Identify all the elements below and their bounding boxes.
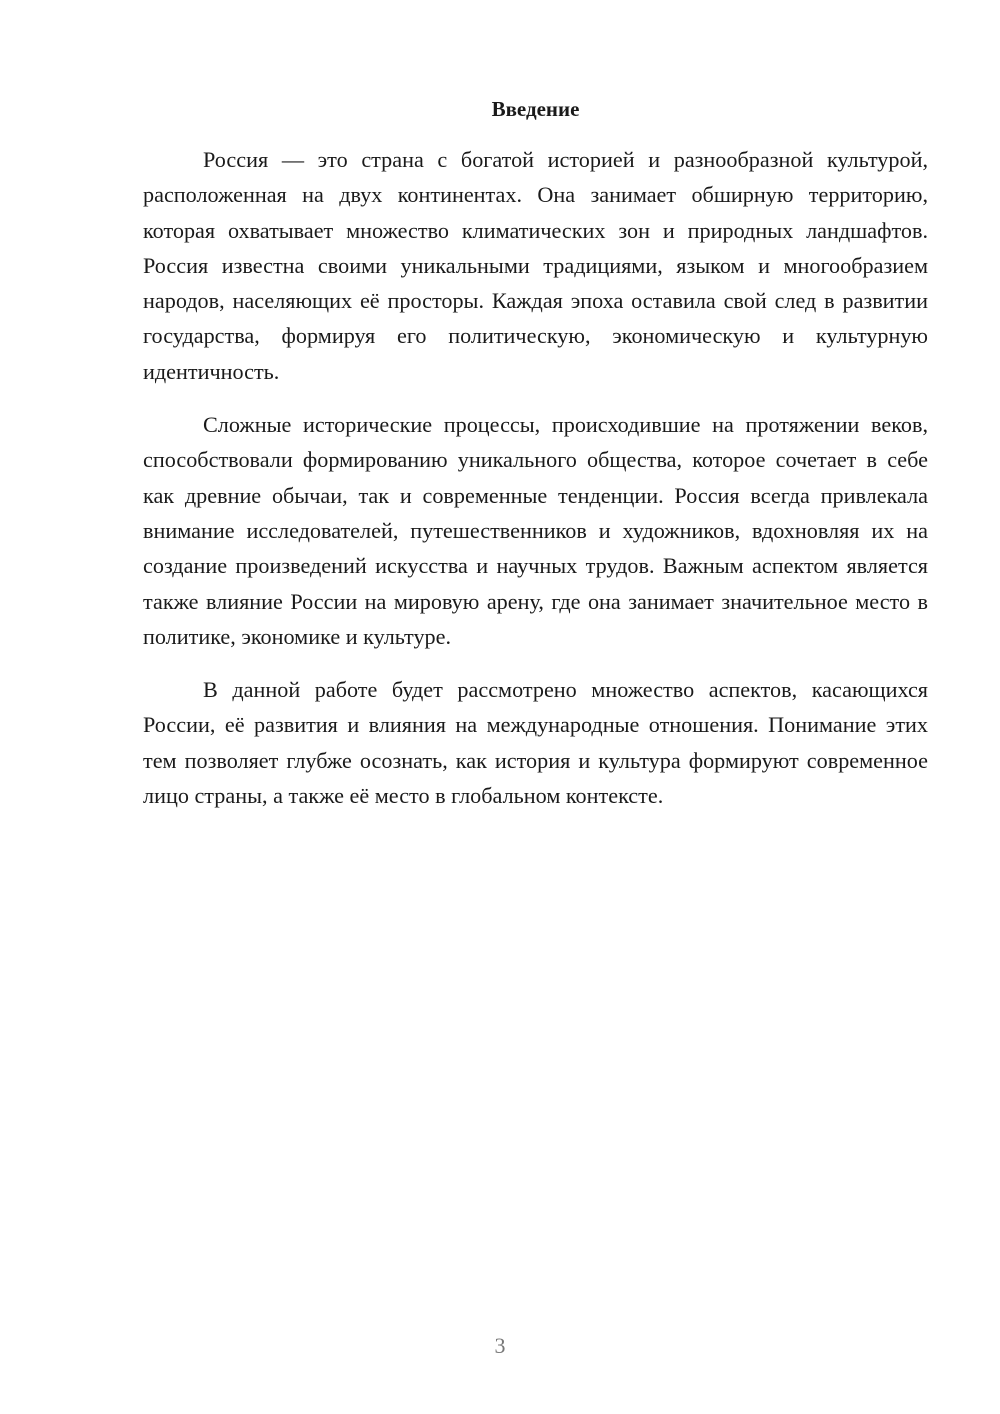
page-number: 3 — [494, 1333, 506, 1358]
section-heading: Введение — [491, 97, 580, 121]
paragraph-1: Россия — это страна с богатой историей и разнообразной культурой, расположенная на двух континентах. Она занимает обширную территорию, которая охватывает множество климатических зон и природных ландшафтов. Россия известна своими уникальными традициями, языком и многообразием народов, населяющих её просторы. Каждая эпоха оставила свой след в развитии государства, формируя его политическую, экономическую и культурную идентичность. — [143, 147, 928, 384]
page-content — [143, 92, 928, 813]
paragraph-3: В данной работе будет рассмотрено множество аспектов, касающихся России, её развития и влияния на международные отношения. Понимание этих тем позволяет глубже осознать, как история и культура формируют современное лицо страны, а также её место в глобальном контексте. — [143, 677, 928, 809]
paragraph-2: Сложные исторические процессы, происходившие на протяжении веков, способствовали формированию уникального общества, которое сочетает в себе как древние обычаи, так и современные тенденции. Россия всегда привлекала внимание исследователей, путешественников и художников, вдохновляя их на создание произведений искусства и научных трудов. Важным аспектом является также влияние России на мировую арену, где она занимает значительное место в политике, экономике и культуре. — [143, 412, 928, 649]
